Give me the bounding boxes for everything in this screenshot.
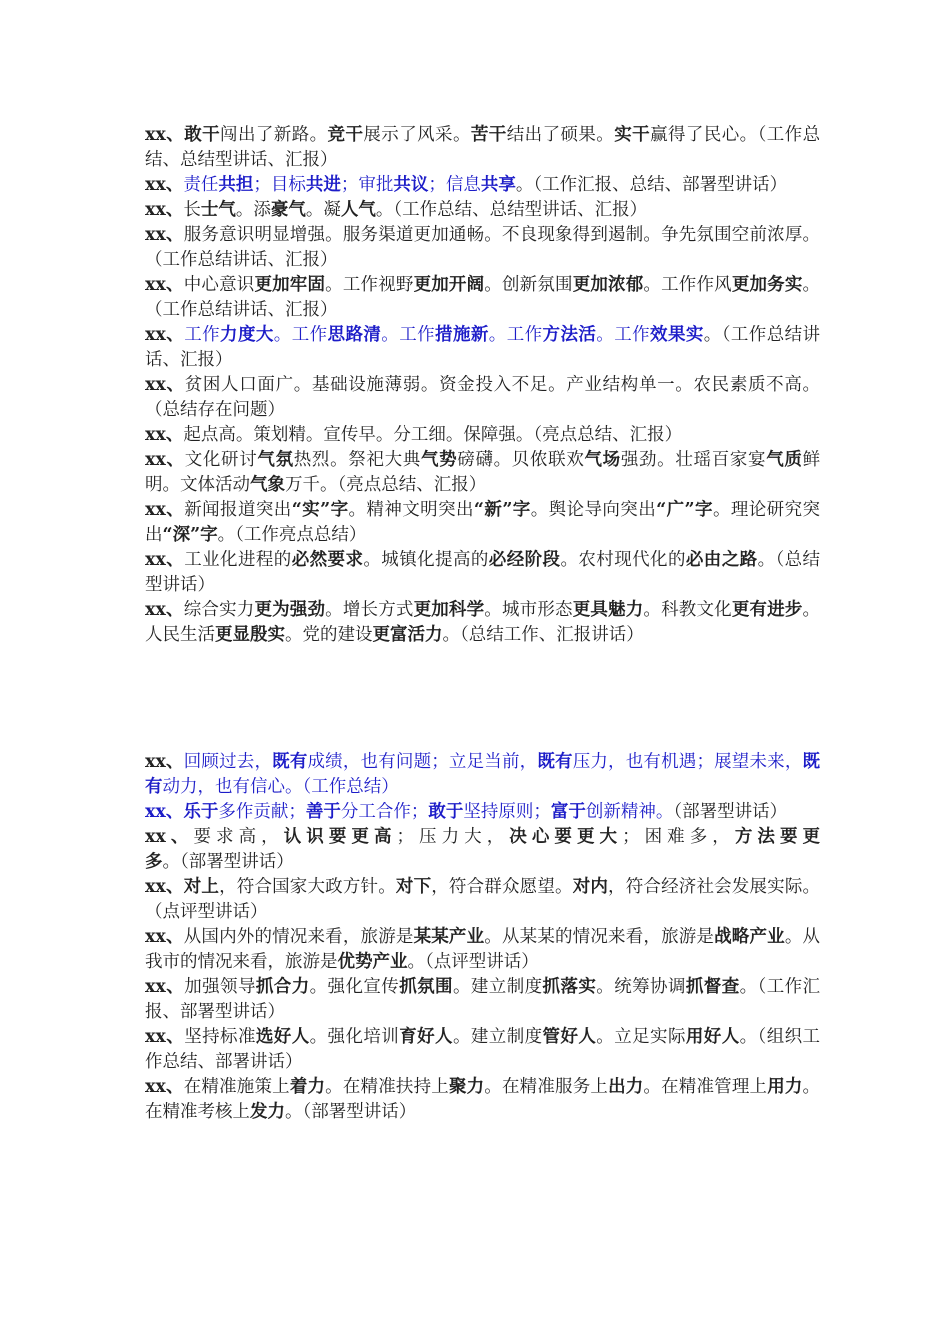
- phrase-text-run: 。（总结工作、汇报讲话）: [442, 625, 644, 645]
- phrase-text-run: 文化研讨: [184, 450, 258, 470]
- phrase-text-run: 。农村现代化的: [560, 550, 686, 570]
- phrase-text-run: “广”字: [656, 500, 713, 520]
- phrase-text-run: ；信息: [428, 175, 481, 195]
- phrase-text-run: ；审批: [340, 175, 394, 195]
- phrase-text-run: 育好人: [399, 1027, 453, 1047]
- phrase-entry: [145, 925, 820, 975]
- phrase-text-run: 富于: [550, 802, 586, 822]
- phrase-text-run: 气势: [420, 450, 458, 470]
- phrase-text-run: 。工作视野: [325, 275, 414, 295]
- phrase-entry: [145, 498, 820, 548]
- phrase-text-run: 气场: [584, 450, 621, 470]
- phrase-text-run: 士气: [200, 200, 236, 220]
- phrase-entry: [145, 273, 820, 323]
- phrase-text-run: 抓落实: [542, 977, 597, 997]
- phrase-text-run: 。（总结型讲话）: [145, 550, 821, 595]
- phrase-text-run: 敢干: [184, 125, 221, 145]
- phrase-text-run: 力度大: [220, 325, 274, 345]
- phrase-text-run: 方法要更多: [145, 827, 821, 872]
- phrase-text-run: 共担: [218, 175, 254, 195]
- phrase-text-run: 。人民生活: [145, 600, 821, 645]
- phrase-text-run: 乐于: [183, 802, 219, 822]
- phrase-text-run: 结出了硕果。: [506, 125, 615, 145]
- phrase-text-run: 服务意识明显增强。服务渠道更加通畅。不良现象得到遏制。争先氛围空前浓厚。（工作总结讲话、汇报）: [145, 225, 820, 270]
- phrase-text-run: 热烈。祭祀大典: [293, 450, 421, 470]
- phrase-text-run: 在精准施策上: [183, 1077, 290, 1097]
- phrase-text-run: 战略产业: [714, 927, 785, 947]
- phrase-text-run: xx、: [145, 200, 184, 220]
- phrase-text-run: 优势产业: [337, 952, 408, 972]
- phrase-text-run: 更有进步: [731, 600, 803, 620]
- phrase-text-run: xx、: [145, 125, 185, 145]
- phrase-entry: [145, 800, 820, 825]
- phrase-text-run: 效果实: [650, 325, 704, 345]
- phrase-text-run: 。增长方式: [325, 600, 414, 620]
- phrase-text-run: 动力，也有信心。: [162, 777, 303, 797]
- phrase-text-run: 必然要求: [291, 550, 364, 570]
- phrase-text-run: xx、: [145, 275, 184, 295]
- phrase-text-run: 用好人: [685, 1027, 740, 1047]
- phrase-text-run: 起点高。策划精。宣传早。分工细。保障强。（亮点总结、汇报）: [183, 425, 683, 445]
- phrase-text-run: 更加开阔: [413, 275, 485, 295]
- phrase-text-run: 。（部署型讲话）: [162, 852, 294, 872]
- phrase-text-run: xx、: [145, 325, 185, 345]
- phrase-text-run: 更加务实: [731, 275, 803, 295]
- phrase-text-run: 更加牢固: [254, 275, 326, 295]
- phrase-entry: [145, 173, 820, 198]
- phrase-text-run: 更显殷实: [215, 625, 285, 645]
- phrase-text-run: 选好人: [255, 1027, 310, 1047]
- phrase-text-run: 多作贡献；: [218, 802, 306, 822]
- phrase-text-run: 认识要更高: [283, 827, 397, 847]
- phrase-text-run: 。在精准扶持上: [325, 1077, 449, 1097]
- phrase-text-run: 气氛: [257, 450, 294, 470]
- phrase-text-run: “新”字: [473, 500, 531, 520]
- phrase-text-run: 。从我市的情况来看，旅游是: [145, 927, 821, 972]
- phrase-text-run: 对上: [183, 877, 220, 897]
- phrase-text-run: 对下: [395, 877, 432, 897]
- phrase-text-run: xx、: [145, 225, 184, 245]
- phrase-text-run: xx、: [145, 827, 194, 847]
- phrase-text-run: xx、: [145, 450, 185, 470]
- phrase-entry: [145, 1075, 820, 1125]
- phrase-text-run: 闯出了新路。: [220, 125, 328, 145]
- phrase-text-run: xx、: [145, 600, 184, 620]
- phrase-text-run: 压力，也有机遇；展望未来，: [572, 752, 803, 772]
- phrase-section-1: [145, 123, 820, 648]
- phrase-text-run: 。添: [235, 200, 271, 220]
- phrase-text-run: 气质: [766, 450, 803, 470]
- phrase-text-run: 。城镇化提高的: [363, 550, 489, 570]
- phrase-text-run: 。精神文明突出: [348, 500, 474, 520]
- phrase-text-run: 。立足实际: [596, 1027, 686, 1047]
- phrase-entry: [145, 423, 820, 448]
- phrase-text-run: 既有: [145, 752, 821, 797]
- phrase-text-run: xx、: [145, 877, 184, 897]
- phrase-text-run: 着力: [289, 1077, 326, 1097]
- phrase-text-run: （部署型讲话）: [673, 802, 788, 822]
- phrase-text-run: 。工作: [381, 325, 436, 345]
- phrase-text-run: 发力: [250, 1102, 285, 1122]
- phrase-text-run: ；压力大，: [396, 827, 510, 847]
- phrase-text-run: xx、: [145, 1077, 184, 1097]
- phrase-text-run: 。建立制度: [452, 977, 543, 997]
- phrase-text-run: 人气: [340, 200, 376, 220]
- phrase-text-run: 鲜明。文体活动: [145, 450, 821, 495]
- phrase-text-run: ，符合群众愿望。: [431, 877, 573, 897]
- phrase-text-run: xx、: [145, 927, 184, 947]
- phrase-text-run: 新闻报道突出: [184, 500, 292, 520]
- phrase-text-run: 竞干: [327, 125, 364, 145]
- phrase-text-run: 工业化进程的: [184, 550, 292, 570]
- phrase-text-run: 更为强劲: [254, 600, 326, 620]
- phrase-entry: [145, 123, 820, 173]
- phrase-text-run: 成绩，也有问题；立足当前，: [307, 752, 538, 772]
- phrase-text-run: 善于: [305, 802, 341, 822]
- phrase-text-run: 。: [515, 175, 534, 195]
- phrase-text-run: 。（工作总结、总结型讲话、汇报）: [375, 200, 648, 220]
- phrase-text-run: 贫困人口面广。基础设施薄弱。资金投入不足。产业结构单一。农民素质不高。（总结存在问题）: [145, 375, 821, 420]
- phrase-text-run: ，符合经济社会发展实际。（点评型讲话）: [145, 877, 821, 922]
- phrase-text-run: xx、: [145, 550, 185, 570]
- phrase-text-run: 。在精准考核上: [145, 1077, 821, 1122]
- phrase-text-run: 抓督查: [685, 977, 740, 997]
- phrase-text-run: 。强化培训: [309, 1027, 400, 1047]
- phrase-text-run: 。（组织工作总结、部署讲话）: [145, 1027, 821, 1072]
- phrase-text-run: 。（点评型讲话）: [407, 952, 539, 972]
- phrase-text-run: 。在精准管理上: [643, 1077, 768, 1097]
- phrase-entry: [145, 825, 820, 875]
- phrase-text-run: xx、: [145, 175, 184, 195]
- phrase-text-run: 共议: [393, 175, 429, 195]
- phrase-text-run: 决心要更大: [509, 827, 623, 847]
- phrase-text-run: 更加浓郁: [572, 275, 644, 295]
- phrase-text-run: 。理论研究突出: [145, 500, 821, 545]
- phrase-text-run: 。工作作风: [643, 275, 732, 295]
- phrase-section-2: [145, 750, 820, 1125]
- phrase-text-run: 。（工作亮点总结）: [217, 525, 367, 545]
- phrase-text-run: 更加科学: [413, 600, 485, 620]
- phrase-text-run: 综合实力: [183, 600, 255, 620]
- phrase-text-run: xx、: [145, 752, 184, 772]
- phrase-text-run: 中心意识: [183, 275, 255, 295]
- phrase-text-run: 既有: [272, 752, 308, 772]
- phrase-text-run: 敢于: [428, 802, 464, 822]
- phrase-text-run: 苦干: [470, 125, 507, 145]
- phrase-text-run: 共享: [480, 175, 516, 195]
- phrase-entry: [145, 373, 820, 423]
- phrase-entry: [145, 975, 820, 1025]
- phrase-text-run: xx、: [145, 1027, 185, 1047]
- phrase-entry: [145, 223, 820, 273]
- phrase-text-run: 聚力: [448, 1077, 485, 1097]
- phrase-text-run: 坚持原则；: [463, 802, 551, 822]
- phrase-entry: [145, 750, 820, 800]
- phrase-text-run: 要求高，: [193, 827, 284, 847]
- phrase-text-run: xx、: [145, 977, 185, 997]
- phrase-text-run: 。城市形态: [484, 600, 573, 620]
- phrase-text-run: 。建立制度: [452, 1027, 543, 1047]
- phrase-text-run: 。工作: [488, 325, 543, 345]
- phrase-text-run: 。党的建设: [285, 625, 373, 645]
- phrase-text-run: 用力: [767, 1077, 803, 1097]
- phrase-entry: [145, 598, 820, 648]
- phrase-text-run: 思路清: [327, 325, 382, 345]
- phrase-text-run: 赢得了民心。（工作总结、总结型讲话、汇报）: [145, 125, 821, 170]
- phrase-text-run: 强劲。壮瑶百家宴: [620, 450, 767, 470]
- phrase-text-run: xx、: [145, 375, 185, 395]
- phrase-text-run: 工作: [184, 325, 221, 345]
- phrase-text-run: 。（工作总结讲话、汇报）: [145, 325, 821, 370]
- phrase-text-run: 措施新: [435, 325, 489, 345]
- phrase-text-run: 必由之路: [685, 550, 758, 570]
- phrase-text-run: 。（工作总结讲话、汇报）: [145, 275, 821, 320]
- phrase-text-run: 抓合力: [255, 977, 310, 997]
- phrase-text-run: 。工作: [273, 325, 328, 345]
- phrase-text-run: 长: [183, 200, 201, 220]
- phrase-text-run: 。创新氛围: [484, 275, 573, 295]
- phrase-entry: [145, 448, 820, 498]
- phrase-text-run: 。在精准服务上: [484, 1077, 609, 1097]
- phrase-text-run: 磅礴。贝侬联欢: [457, 450, 585, 470]
- phrase-text-run: “深”字: [162, 525, 218, 545]
- phrase-entry: [145, 198, 820, 223]
- phrase-text-run: 方法活: [542, 325, 597, 345]
- phrase-text-run: 必经阶段: [488, 550, 561, 570]
- phrase-text-run: xx、: [145, 500, 185, 520]
- phrase-text-run: 实干: [614, 125, 651, 145]
- phrase-text-run: 创新精神。: [585, 802, 674, 822]
- phrase-text-run: 更具魅力: [572, 600, 644, 620]
- phrase-text-run: 既有: [537, 752, 573, 772]
- phrase-text-run: 。凝: [305, 200, 341, 220]
- phrase-text-run: 万千。（亮点总结、汇报）: [285, 475, 487, 495]
- phrase-text-run: 气象: [250, 475, 285, 495]
- phrase-entry: [145, 1025, 820, 1075]
- phrase-text-run: 。统筹协调: [596, 977, 686, 997]
- phrase-text-run: ；目标: [253, 175, 306, 195]
- phrase-text-run: 坚持标准: [184, 1027, 256, 1047]
- phrase-text-run: 。工作: [596, 325, 651, 345]
- phrase-text-run: 更富活力: [372, 625, 443, 645]
- phrase-text-run: 豪气: [270, 200, 306, 220]
- phrase-text-run: 。强化宣传: [309, 977, 400, 997]
- phrase-text-run: xx、: [145, 802, 184, 822]
- phrase-text-run: 加强领导: [184, 977, 256, 997]
- phrase-text-run: ，符合国家大政方针。: [219, 877, 396, 897]
- phrase-text-run: 抓氛围: [399, 977, 453, 997]
- phrase-text-run: 。舆论导向突出: [530, 500, 657, 520]
- phrase-text-run: 。科教文化: [643, 600, 732, 620]
- phrase-text-run: 某某产业: [413, 927, 485, 947]
- phrase-text-run: xx、: [145, 425, 184, 445]
- phrase-text-run: 从国内外的情况来看，旅游是: [183, 927, 414, 947]
- phrase-text-run: ；困难多，: [622, 827, 735, 847]
- phrase-text-run: 回顾过去，: [183, 752, 273, 772]
- phrase-text-run: 管好人: [542, 1027, 597, 1047]
- phrase-text-run: 。（工作汇报、部署型讲话）: [145, 977, 821, 1022]
- phrase-text-run: 对内: [572, 877, 609, 897]
- phrase-text-run: 展示了风采。: [363, 125, 471, 145]
- phrase-entry: [145, 323, 820, 373]
- phrase-text-run: 出力: [608, 1077, 644, 1097]
- phrase-text-run: 。（部署型讲话）: [285, 1102, 417, 1122]
- phrase-text-run: 责任: [183, 175, 219, 195]
- phrase-entry: [145, 548, 820, 598]
- phrase-text-run: 。从某某的情况来看，旅游是: [484, 927, 715, 947]
- phrase-text-run: 共进: [305, 175, 341, 195]
- phrase-entry: [145, 875, 820, 925]
- phrase-text-run: “实”字: [291, 500, 349, 520]
- phrase-text-run: （工作汇报、总结、部署型讲话）: [533, 175, 788, 195]
- phrase-text-run: 分工合作；: [340, 802, 429, 822]
- phrase-text-run: （工作总结）: [302, 777, 399, 797]
